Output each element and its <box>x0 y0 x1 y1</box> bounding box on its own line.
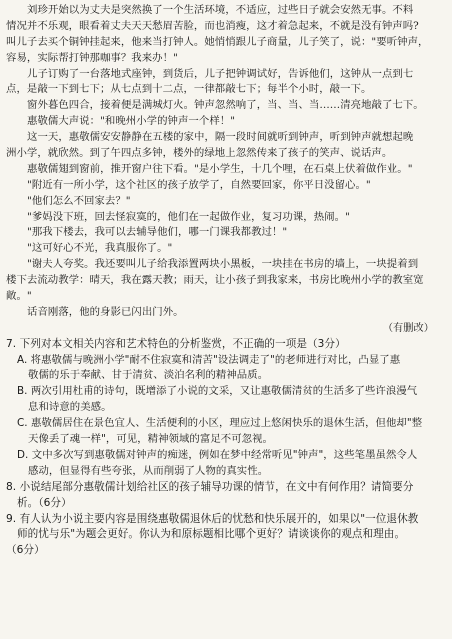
option-a-cont: 敬儒的乐于奉献、甘于清贫、淡泊名利的精神品质。 <box>28 369 269 382</box>
question-8-cont: 析。（6分） <box>17 496 72 509</box>
option-a: A. 将惠敬儒与晚洲小学"耐不住寂寞和清苦"设法调走了"的老师进行对比，凸显了惠 <box>17 353 401 366</box>
story-line: 刘珍开始以为丈夫是突然换了一个生活环境，不适应，过些日子就会安然无事。不料 <box>27 4 414 16</box>
story-line: 点，是敲一下到七下；从七点到十二点，一律都敲七下；每半个小时，敲一下。 <box>6 83 372 96</box>
story-line: "附近有一所小学，这个社区的孩子放学了，自然要回家，你平日没留心。" <box>27 178 371 191</box>
option-c: C. 惠敬儒居住在景色宜人、生活便利的小区，理应过上悠闲快乐的退休生活，但他却"整 <box>17 417 423 430</box>
question-8: 8. 小说结尾部分惠敬儒计划给社区的孩子辅导功课的情节，在文中有何作用？请简要分 <box>6 480 414 493</box>
question-9-score: （6分） <box>6 544 45 557</box>
story-line: 这一天，惠敬儒安安静静在五楼的家中，隔一段时间就听到钟声，听到钟声就想起晚 <box>27 131 414 144</box>
story-line: 惠敬儒翅到窗前，推开窗户往下看。"是小学生，十几个哩，在石桌上伏着做作业。" <box>27 162 413 175</box>
option-d: D. 文中多次写到惠敬儒对钟声的痴迷，例如在梦中经常听见"钟声"，这些笔墨虽然令人 <box>17 448 418 461</box>
story-line: 容易，实际帮打钟那咖事？我来办！" <box>6 51 178 64</box>
story-line: "这可好心不光，我真服你了。" <box>27 242 173 255</box>
story-line: 叫儿子去买个铜钟挂起来，他来当打钟人。她悄悄跟儿子商量，儿子笑了，说："要听钟声， <box>6 35 429 48</box>
question-9: 9. 有人认为小说主要内容是围绕惠敬儒退休后的忧愁和快乐展开的，如果以"一位退休教 <box>6 512 419 525</box>
question-9-cont: 师的忧与乐"为题会更好。你认为和原标题相比哪个更好？请谈谈你的观点和理由。 <box>17 528 406 541</box>
story-line: 儿子订购了一台落地式座钟，到货后，儿子把钟调试好，告诉他们，这钟从一点到七 <box>27 67 414 80</box>
story-line: 窗外暮色四合，接着便是满城灯火。钟声忽然响了，当、当、当……清亮地敲了七下。 <box>27 99 424 112</box>
question-7-stem: 7. 下列对本文相关内容和艺术特色的分析鉴赏，不正确的一项是（3分） <box>6 337 346 350</box>
option-b-cont: 息和诗意的美感。 <box>28 401 112 414</box>
story-line: 话音刚落，他的身影已闪出门外。 <box>27 305 184 318</box>
story-line: "他们怎么不回家去？" <box>27 194 131 207</box>
story-line: 敞。" <box>6 290 32 303</box>
source-note: （有删改） <box>382 322 434 334</box>
option-c-cont: 天像丢了魂一样"，可见，精神领域的富足不可忽视。 <box>28 433 273 446</box>
option-d-cont: 感动，但显得有些夸张，从而削弱了人物的真实性。 <box>28 464 269 477</box>
story-line: "谢夫人夸奖。我还要叫儿子给我添置两块小黑板，一块挂在书房的墙上，一块提着到 <box>27 258 419 271</box>
story-line: 惠敬儒大声说："和晚州小学的钟声一个样！" <box>27 115 236 128</box>
story-line: 情况并不乐观，眼看着丈夫天天愁眉苦脸，而也消瘦，这才着急起来，不就是没有钟声吗? <box>6 19 419 32</box>
story-line: "爹妈没下班，回去怪寂寞的，他们在一起做作业，复习功课，热闹。" <box>27 210 350 223</box>
option-b: B. 两次引用杜甫的诗句，既增添了小说的文采，又让惠敬儒清贫的生活多了些许浪漫气 <box>17 385 418 398</box>
story-text <box>6 3 444 559</box>
story-line: 洲小学，就欣然。到了午四点多钟，楼外的绿地上忽然传来了孩子的笑声、说话声。 <box>6 147 393 160</box>
story-line: "那我下楼去，我可以去辅导他们，哪一门课我都教过！" <box>27 226 288 239</box>
story-line: 楼下去流动教学：晴天，我在露天教；雨天，让小孩子到我家来，书房比晚州小学的教室宽 <box>6 274 424 287</box>
